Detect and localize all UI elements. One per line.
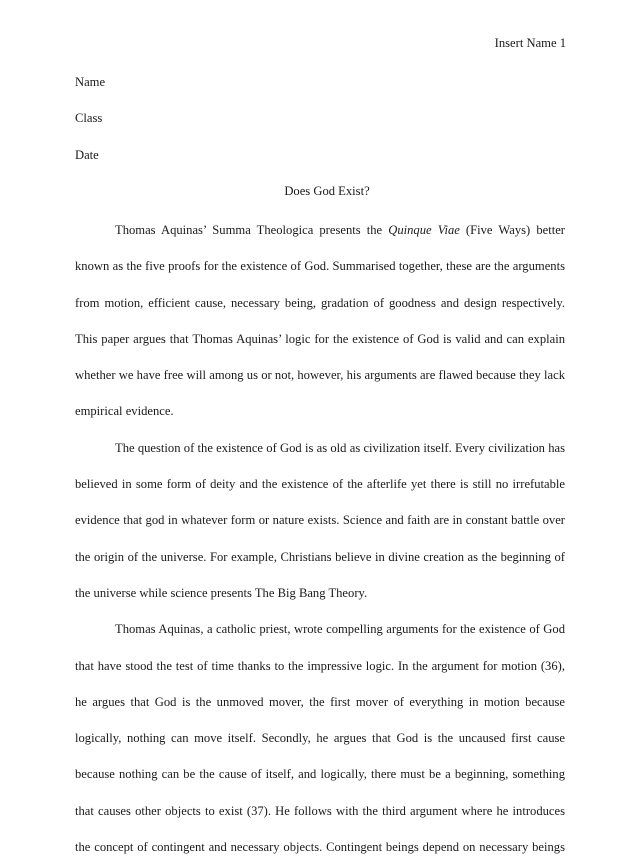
- paragraph: [75, 430, 565, 611]
- text-line: [75, 430, 565, 466]
- text-line: [75, 720, 565, 756]
- text-run: the origin of the universe. For example, Christians believe in divine creation as the beginning of: [75, 549, 565, 564]
- essay-body: [75, 212, 565, 865]
- text-line: [75, 829, 565, 865]
- text-line: [75, 575, 565, 611]
- text-run: from motion, efficient cause, necessary being, gradation of goodness and design respectively.: [75, 295, 565, 310]
- text-line: [75, 756, 565, 792]
- text-run: that have stood the test of time thanks to the impressive logic. In the argument for motion (36),: [75, 658, 565, 673]
- text-run: The question of the existence of God is as old as civilization itself. Every civilization has: [115, 440, 565, 455]
- text-run: known as the five proofs for the existence of God. Summarised together, these are the arguments: [75, 259, 565, 274]
- text-line: [75, 248, 565, 284]
- text-run: empirical evidence.: [75, 404, 174, 419]
- text-run: because nothing can be the cause of itself, and logically, there must be a beginning, something: [75, 767, 565, 782]
- text-line: [75, 357, 565, 393]
- text-run: This paper argues that Thomas Aquinas’ logic for the existence of God is valid and can explain: [75, 331, 565, 346]
- text-run: logically, nothing can move itself. Secondly, he argues that God is the uncaused first cause: [75, 731, 565, 746]
- text-run: the universe while science presents The Big Bang Theory.: [75, 585, 368, 600]
- text-line: [75, 285, 565, 321]
- text-run: evidence that god in whatever form or nature exists. Science and faith are in constant battle over: [75, 513, 565, 528]
- text-run: (Five Ways) better: [459, 223, 566, 237]
- text-run: believed in some form of deity and the existence of the afterlife yet there is still no irrefutable: [75, 477, 565, 492]
- paragraph: [75, 212, 565, 430]
- italic-term: Quinque Viae: [388, 223, 460, 237]
- text-run: that causes other objects to exist (37). He follows with the third argument where he introduces: [75, 803, 565, 818]
- text-run: Thomas Aquinas’ Summa Theologica presents the: [115, 223, 389, 237]
- essay-title: Does God Exist?: [284, 184, 370, 198]
- date-line: Date: [75, 148, 99, 162]
- text-run: he argues that God is the unmoved mover, the first mover of everything in motion because: [75, 694, 565, 709]
- text-run: whether we have free will among us or not, however, his arguments are flawed because they lack: [75, 368, 565, 383]
- text-line: [75, 502, 565, 538]
- text-line: [75, 684, 565, 720]
- paragraph: [75, 611, 565, 865]
- text-line: [75, 393, 565, 429]
- text-line: [75, 793, 565, 829]
- text-line: [75, 611, 565, 647]
- text-line: [75, 648, 565, 684]
- running-head: Insert Name 1: [494, 36, 566, 50]
- student-name-line: Name: [75, 75, 106, 89]
- text-line: [75, 321, 565, 357]
- text-run: the concept of contingent and necessary objects. Contingent beings depend on necessary beings: [75, 840, 565, 855]
- text-line: [75, 466, 565, 502]
- class-line: Class: [75, 111, 103, 125]
- text-line: [75, 212, 565, 248]
- text-run: Thomas Aquinas, a catholic priest, wrote compelling arguments for the existence of God: [115, 622, 565, 637]
- text-line: [75, 539, 565, 575]
